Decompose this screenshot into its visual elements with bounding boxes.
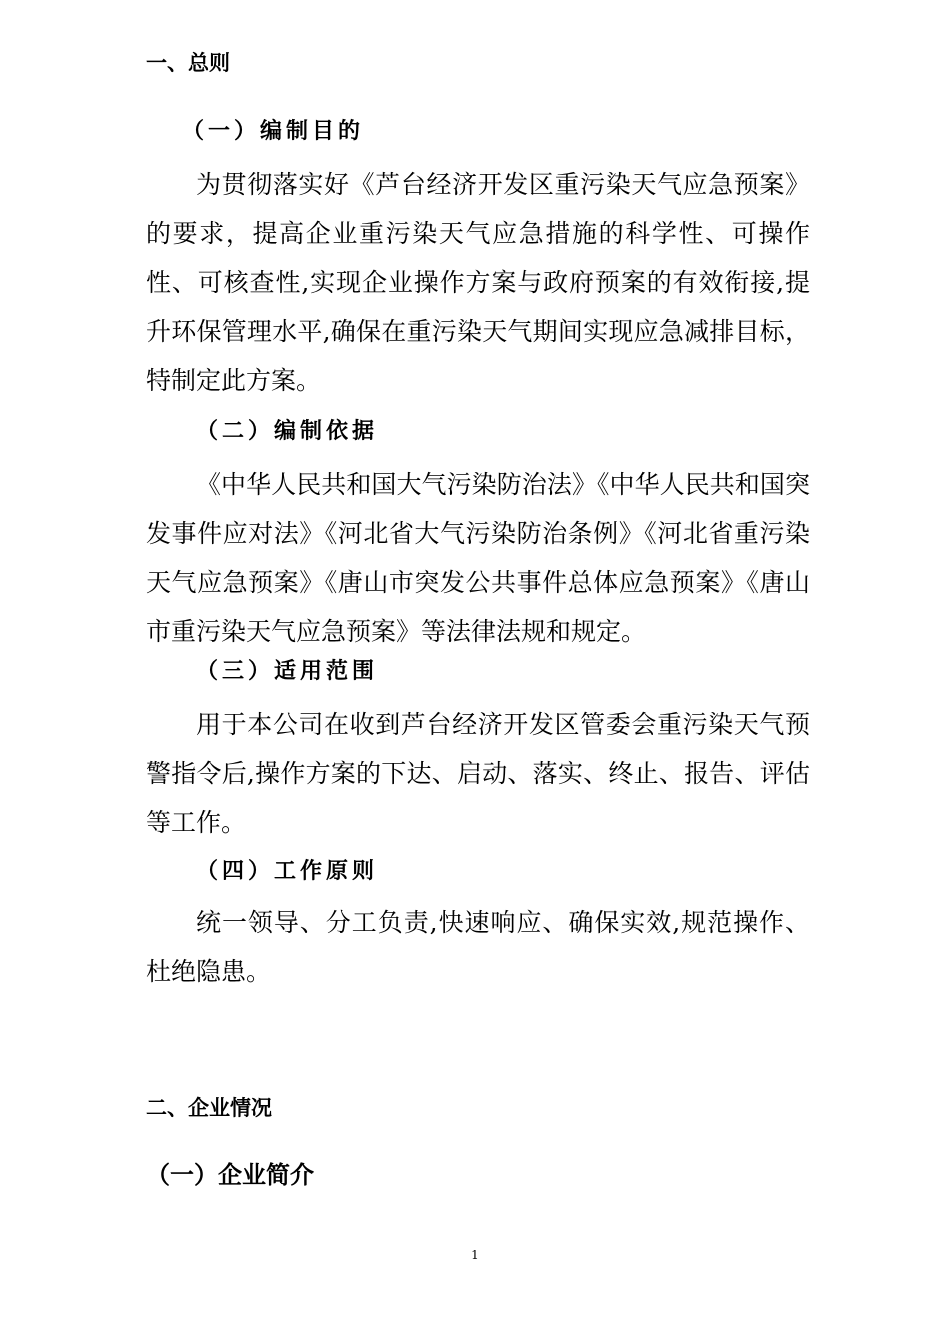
subheading-scope: （三）适用范围 [196,658,379,684]
subheading-basis: （二）编制依据 [196,418,379,444]
section-heading-general: 一、总则 [146,51,230,75]
subheading-enterprise-intro: （一）企业简介 [146,1160,314,1189]
paragraph-purpose: 为贯彻落实好《芦台经济开发区重污染天气应急预案》的要求，提高企业重污染天气应急措施的科学性、可操作性、可核查性,实现企业操作方案与政府预案的有效衔接,提升环保管理水平,确保在重污染天气期间实现应急减排目标，特制定此方案。 [146,170,810,395]
paragraph-basis: 《中华人民共和国大气污染防治法》《中华人民共和国突发事件应对法》《河北省大气污染防治条例》《河北省重污染天气应急预案》《唐山市突发公共事件总体应急预案》《唐山市重污染天气应急预案》等法律法规和规定。 [146,470,810,646]
subheading-principles: （四）工作原则 [196,858,379,884]
section-heading-enterprise: 二、企业情况 [146,1096,272,1120]
page-number: 1 [471,1248,479,1262]
paragraph-scope: 用于本公司在收到芦台经济开发区管委会重污染天气预警指令后,操作方案的下达、启动、落实、终止、报告、评估等工作。 [146,710,810,837]
subheading-purpose: （一）编制目的 [182,118,365,144]
paragraph-principles: 统一领导、分工负责,快速响应、确保实效,规范操作、杜绝隐患。 [146,908,810,986]
